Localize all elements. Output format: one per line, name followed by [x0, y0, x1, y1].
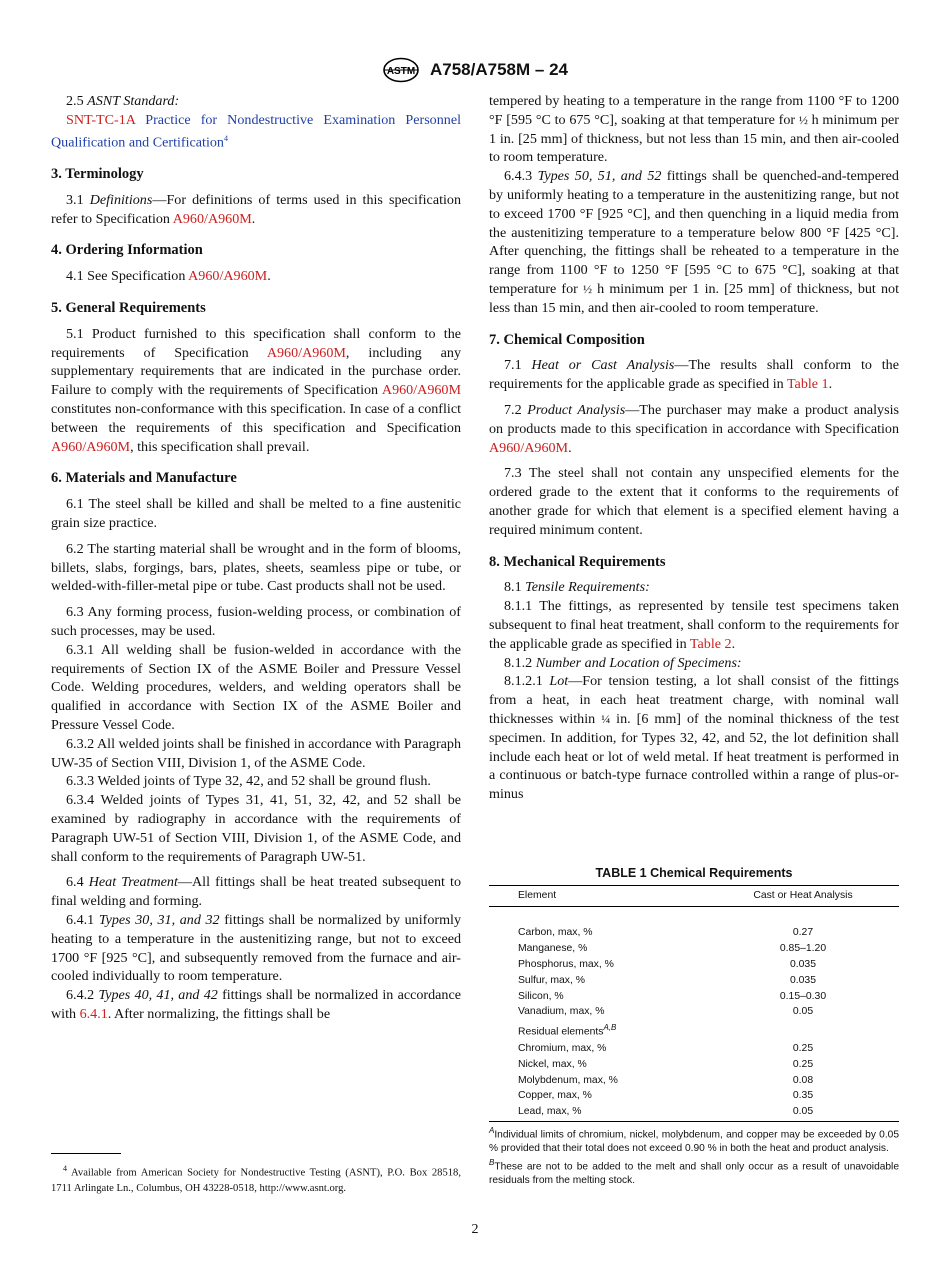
para-8-1-1: 8.1.1 The fittings, as represented by tensile test specimens taken subsequent to final heat treatment, shall conform to the requirements for the applicable grade as specified in Table 2.: [489, 598, 899, 652]
para-8-1-2: 8.1.2 Number and Location of Specimens:: [504, 654, 742, 671]
para-6-3-2: 6.3.2 All welded joints shall be finished in accordance with Paragraph UW-35 of Section VIII, Division 1, of the ASME Code.: [51, 735, 461, 771]
section-2-5: 2.5 ASNT Standard:: [66, 93, 180, 109]
table-1-chemical-requirements: [489, 866, 899, 1187]
para-7-2: 7.2 Product Analysis—The purchaser may make a product analysis on products made to this specification in accordance with Specification A960/A960M.: [489, 401, 899, 456]
table-row: Lead, max, % 0.05: [489, 1104, 899, 1121]
heading-ordering-information: 4. Ordering Information: [51, 242, 203, 259]
column-header-element: Element: [489, 886, 707, 907]
table-row: Sulfur, max, % 0.035: [518, 974, 816, 986]
heading-chemical-composition: 7. Chemical Composition: [489, 331, 645, 348]
table-1-link[interactable]: Table 1: [786, 376, 829, 393]
page-header: [0, 57, 950, 83]
para-6-3-1: 6.3.1 All welding shall be fusion-welded in accordance with the requirements of Section IX of the ASME Boiler and Pressure Vessel Code. Welding procedures, welders, and welding operators shall be qualified in accordance with Section IX of the ASME Boiler and Pressure Vessel Code.: [51, 641, 461, 733]
para-6-2: 6.2 The starting material shall be wrought and in the form of blooms, billets, slabs, forgings, bars, plates, sheets, seamless pipe or tube, or welded-with-filler-metal pipe or tube. Cast products shall not be used.: [51, 540, 461, 595]
table-row: Manganese, % 0.85–1.20: [518, 942, 827, 954]
table-row: Vanadium, max, % 0.05: [518, 1006, 814, 1018]
snt-tc-1a-title-link[interactable]: Practice for Nondestructive Examination Personnel Qualification and Certification: [51, 111, 461, 151]
a960-link[interactable]: A960/A960M: [381, 382, 461, 399]
asnt-reference: SNT-TC-1A Practice for Nondestructive Examination Personnel Qualification and Certification$^4$: [51, 111, 461, 151]
para-6-3-4: 6.3.4 Welded joints of Types 31, 41, 51, 32, 42, and 52 shall be examined by radiography in accordance with the requirements of Paragraph UW-51 of Section VIII, Division 1, of the ASME Code, and shall conform to the requirements of Paragraph UW-51.: [51, 792, 461, 865]
footnote-divider: [51, 1153, 121, 1154]
para-6-1: 6.1 The steel shall be killed and shall be melted to a fine austenitic grain size practice.: [51, 496, 461, 532]
para-6-4-2: 6.4.2 Types 40, 41, and 42 fittings shall be normalized in accordance with 6.4.1. After normalizing, the fittings shall be: [51, 987, 461, 1022]
table-footnote-b: $^B$These are not to be added to the melt and shall only occur as a result of unavoidable residuals from the melting stock.: [489, 1157, 899, 1186]
snt-tc-1a-link[interactable]: SNT-TC-1A: [66, 111, 136, 128]
svg-text:ASTM: ASTM: [386, 66, 416, 77]
table-row: Carbon, max, % 0.27: [518, 926, 814, 938]
para-5-1: 5.1 Product furnished to this specification shall conform to the requirements of Specification A960/A960M, including any supplementary requirements that are indicated in the purchase order. Failure to comply with the requirements of Specification A960/A960M constitutes non-conformance with this specification. In case of a conflict between the requirements of this specification and Specification A960/A960M, this specification shall prevail.: [51, 325, 461, 455]
para-8-1: 8.1 Tensile Requirements:: [504, 579, 650, 596]
footnote-4: $^4$ Available from American Society for Nondestructive Testing (ASNT), P.O. Box 28518, 1711 Arlingate Ln., Columbus, OH 43228-0518, http://www.asnt.org.: [51, 1164, 461, 1194]
table-row: Chromium, max, % 0.25: [518, 1042, 814, 1054]
table-row: Phosphorus, max, % 0.035: [518, 958, 816, 970]
table-row: Silicon, % 0.15–0.30: [518, 990, 827, 1002]
section-6-4-1-link[interactable]: 6.4.1: [79, 1005, 108, 1022]
column-header-analysis: Cast or Heat Analysis: [707, 886, 899, 907]
para-6-4-1: 6.4.1 Types 30, 31, and 32 fittings shall be normalized by uniformly heating to a temperature in the austenitizing range, but not to exceed 1700 °F [925 °C], and subsequently removed from the furnace and air-cooled individually to room temperature.: [51, 911, 462, 985]
page-number: 2: [471, 1222, 479, 1237]
a960-link[interactable]: A960/A960M: [51, 438, 131, 455]
table-grid: [489, 885, 899, 1122]
para-6-3: 6.3 Any forming process, fusion-welding process, or combination of such processes, may be used.: [51, 604, 461, 640]
table-row: Copper, max, % 0.35: [518, 1090, 814, 1102]
para-7-1: 7.1 Heat or Cast Analysis—The results shall conform to the requirements for the applicable grade as specified in Table 1.: [489, 357, 899, 393]
heading-materials-manufacture: 6. Materials and Manufacture: [51, 470, 237, 487]
a960-link[interactable]: A960/A960M: [489, 439, 569, 456]
astm-logo-icon: [382, 57, 420, 83]
heading-mechanical-requirements: 8. Mechanical Requirements: [489, 553, 666, 570]
para-6-4-2-continued: tempered by heating to a temperature in the range from 1100 °F to 1200 °F [595 °C to 675 °C], soaking at that temperature for ½ h minimum per 1 in. [25 mm] of thickness, but not less than 15 min, and then air-cooled to room temperature.: [489, 93, 899, 166]
heading-general-requirements: 5. General Requirements: [51, 300, 206, 317]
table-footnote-a: $^A$Individual limits of chromium, nickel, molybdenum, and copper may be exceeded by 0.05 % provided that their total does not exceed 0.90 % in both the heat and product analysis.: [489, 1126, 899, 1155]
para-6-3-3: 6.3.3 Welded joints of Type 32, 42, and 52 shall be ground flush.: [66, 773, 431, 790]
para-6-4-3: 6.4.3 Types 50, 51, and 52 fittings shall be quenched-and-tempered by uniformly heating to a temperature in the austenitizing range, but not to exceed 1700 °F [925 °C], and then quenching in a liquid media from the austenitizing temperature to a temperature below 800 °F [425 °C]. After quenching, the fittings shall be reheated to a temperature in the range from 1100 °F to 1250 °F [595 °C to 675 °C], soaking at that temperature for ½ h minimum per 1 in. [25 mm] of thickness, but not less than 15 min, and then air-cooled to room temperature.: [489, 168, 899, 316]
a960-link[interactable]: A960/A960M: [188, 268, 268, 285]
table-title: TABLE 1 Chemical Requirements: [595, 866, 793, 880]
para-8-1-2-1: 8.1.2.1 Lot—For tension testing, a lot shall consist of the fittings from a heat, in each heat treatment charge, with nominal wall thicknesses within ¼ in. [6 mm] of the nominal thickness of the test specimen. In addition, for Types 32, 42, and 52, the lot definition shall include each heat or lot of weld metal. If heat treatment is performed in a continuous or batch-type furnace controlled within a range of plus-or-minus: [489, 673, 899, 803]
left-column: [51, 92, 461, 1024]
table-row: Residual elements$^{A,B}$: [518, 1023, 617, 1038]
a960-link[interactable]: A960/A960M: [172, 210, 252, 227]
para-4-1: 4.1 See Specification A960/A960M.: [66, 268, 271, 285]
para-7-3: 7.3 The steel shall not contain any unspecified elements for the ordered grade to the extent that it conforms to the requirements of another grade for which that element is a specified element having a required minimum content.: [489, 465, 899, 538]
right-column: [489, 92, 899, 804]
a960-link[interactable]: A960/A960M: [266, 344, 346, 361]
heading-terminology: 3. Terminology: [51, 166, 144, 183]
document-code: A758/A758M – 24: [430, 60, 568, 79]
para-3-1: 3.1 Definitions—For definitions of terms used in this specification refer to Specification A960/A960M.: [51, 191, 461, 227]
para-6-4: 6.4 Heat Treatment—All fittings shall be heat treated subsequent to final welding and forming.: [51, 874, 461, 910]
table-row: Molybdenum, max, % 0.08: [518, 1074, 814, 1086]
table-2-link[interactable]: Table 2: [689, 635, 732, 652]
table-row: Nickel, max, % 0.25: [518, 1058, 814, 1070]
